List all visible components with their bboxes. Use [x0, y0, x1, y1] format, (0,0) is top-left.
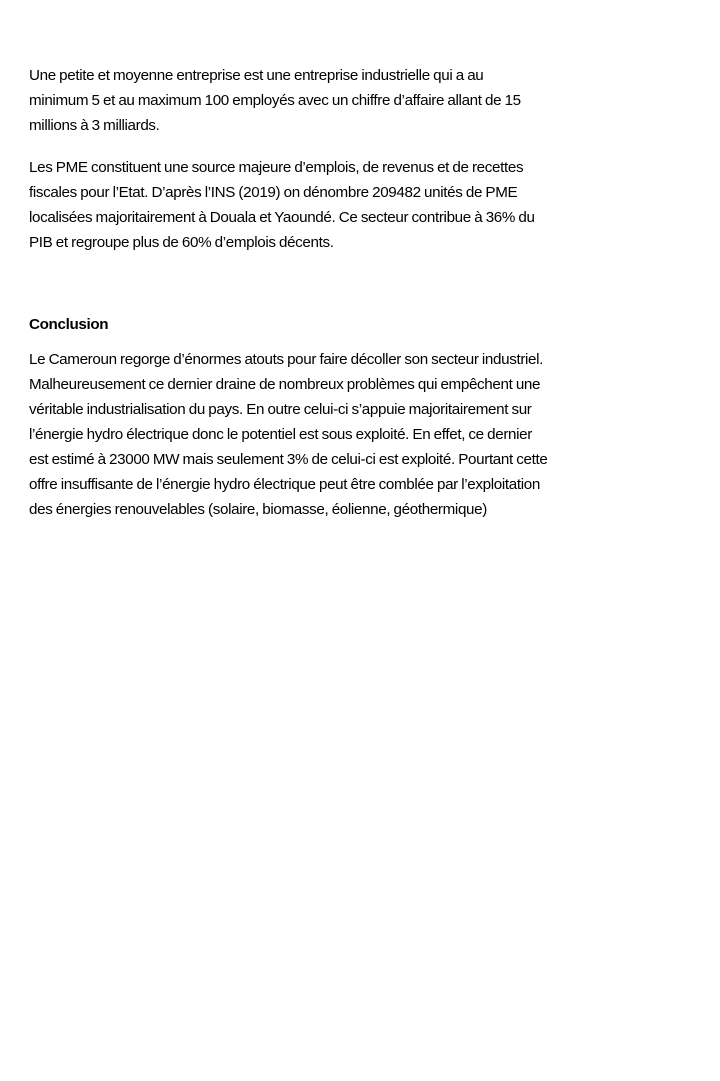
paragraph-pme-importance — [29, 155, 535, 255]
text-line: des énergies renouvelables (solaire, biomasse, éolienne, géothermique) — [29, 501, 487, 518]
text-line: véritable industrialisation du pays. En outre celui-ci s’appuie majoritairement sur — [29, 401, 532, 418]
text-line: fiscales pour l’Etat. D’après l’INS (2019) on dénombre 209482 unités de PME — [29, 184, 518, 201]
conclusion-heading: Conclusion — [29, 316, 109, 333]
paragraph-pme-definition — [29, 63, 521, 138]
text-line: localisées majoritairement à Douala et Yaoundé. Ce secteur contribue à 36% du — [29, 209, 535, 226]
text-line: Une petite et moyenne entreprise est une entreprise industrielle qui a au — [29, 67, 484, 84]
text-line: PIB et regroupe plus de 60% d’emplois décents. — [29, 234, 334, 251]
text-line: offre insuffisante de l’énergie hydro électrique peut être comblée par l’exploitation — [29, 476, 540, 493]
text-line: Les PME constituent une source majeure d’emplois, de revenus et de recettes — [29, 159, 524, 176]
text-line: Malheureusement ce dernier draine de nombreux problèmes qui empêchent une — [29, 376, 541, 393]
paragraph-conclusion — [29, 347, 547, 522]
text-line: est estimé à 23000 MW mais seulement 3% de celui-ci est exploité. Pourtant cette — [29, 451, 548, 468]
text-line: l’énergie hydro électrique donc le potentiel est sous exploité. En effet, ce dernier — [29, 426, 532, 443]
text-line: Le Cameroun regorge d’énormes atouts pour faire décoller son secteur industriel. — [29, 351, 544, 368]
text-line: millions à 3 milliards. — [29, 117, 160, 134]
text-line: minimum 5 et au maximum 100 employés avec un chiffre d’affaire allant de 15 — [29, 92, 521, 109]
